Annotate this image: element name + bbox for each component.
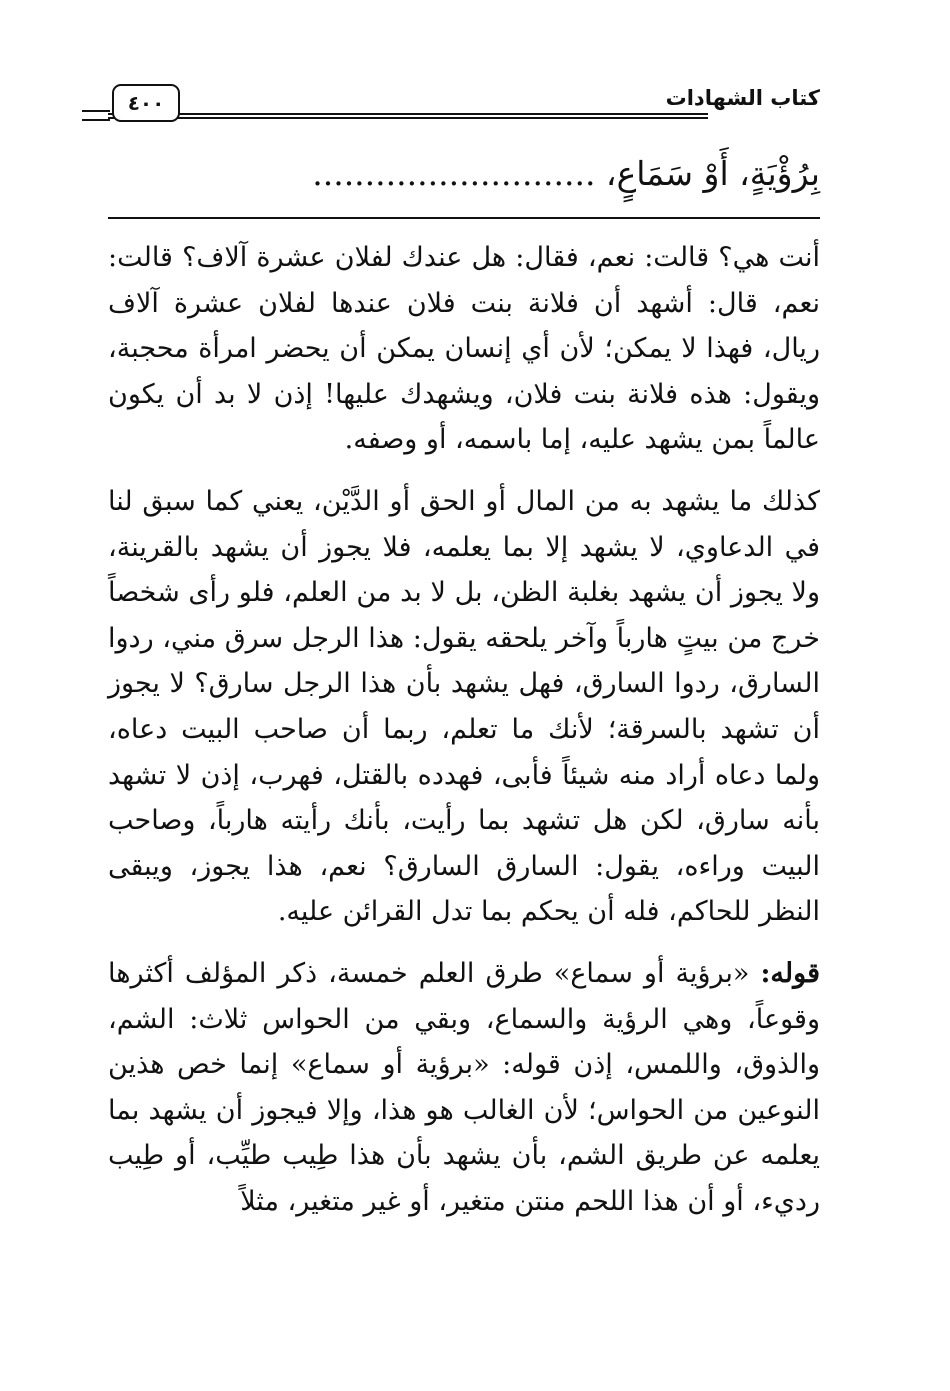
running-title: كتاب الشهادات <box>665 86 820 110</box>
paragraph <box>108 235 820 463</box>
paragraph-text: كذلك ما يشهد به من المال أو الحق أو الدَّيْن، يعني كما سبق لنا في الدعاوي، لا يشهد إلا بما يعلمه، فلا يجوز أن يشهد بالقرينة، ولا يجوز أن يشهد بغلبة الظن، بل لا بد من العلم، فلو رأى شخصاً خرج من بيتٍ هارباً وآخر يلحقه يقول: هذا الرجل سرق مني، ردوا السارق، ردوا السارق، فهل يشهد بأن هذا الرجل سارق؟ لا يجوز أن تشهد بالسرقة؛ لأنك ما تعلم، ربما أن صاحب البيت دعاه، ولما دعاه أراد منه شيئاً فأبى، فهدده بالقتل، فهرب، إذن لا تشهد بأنه سارق، لكن هل تشهد بما رأيت، بأنك رأيته هارباً، وصاحب البيت وراءه، يقول: السارق السارق؟ نعم، هذا يجوز، ويبقى النظر للحاكم، فله أن يحكم بما تدل القرائن عليه. <box>108 485 820 928</box>
page-number: ٤٠٠ <box>127 91 165 115</box>
commentary-body <box>108 235 820 1240</box>
matn-text: بِرُؤْيَةٍ، أَوْ سَمَاعٍ، ........................... <box>312 154 820 193</box>
header-rule-end <box>82 110 110 121</box>
header-rule <box>108 113 708 115</box>
header-rule <box>108 117 708 119</box>
paragraph-lead: قوله: <box>760 957 820 989</box>
paragraph <box>108 951 820 1225</box>
page-header <box>108 84 820 124</box>
paragraph-text: «برؤية أو سماع» طرق العلم خمسة، ذكر المؤلف أكثرها وقوعاً، وهي الرؤية والسماع، وبقي من الحواس ثلاث: الشم، والذوق، واللمس، إذن قوله: «برؤية أو سماع» إنما خص هذين النوعين من الحواس؛ لأن الغالب هو هذا، وإلا فيجوز أن يشهد بما يعلمه عن طريق الشم، بأن يشهد بأن هذا طِيب طيِّب، أو طِيب رديء، أو أن هذا اللحم منتن متغير، أو غير متغير، مثلاً <box>108 957 820 1217</box>
page-number-box <box>112 84 180 122</box>
section-divider <box>108 217 820 219</box>
paragraph <box>108 479 820 935</box>
paragraph-text: أنت هي؟ قالت: نعم، فقال: هل عندك لفلان عشرة آلاف؟ قالت: نعم، قال: أشهد أن فلانة بنت فلان عندها لفلان عشرة آلاف ريال، فهذا لا يمكن؛ لأن أي إنسان يمكن أن يحضر امرأة محجبة، ويقول: هذه فلانة بنت فلان، ويشهدك عليها! إذن لا بد أن يكون عالماً بمن يشهد عليه، إما باسمه، أو وصفه. <box>108 242 820 456</box>
